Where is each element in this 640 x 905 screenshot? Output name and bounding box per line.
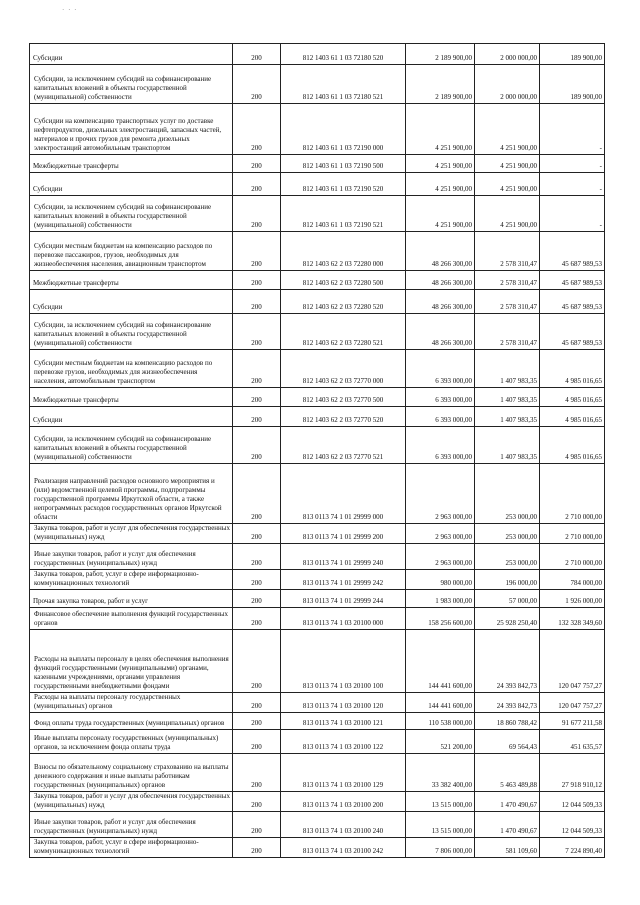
table-row (30, 608, 605, 630)
row-unexecuted-amount-cell: 4 985 016,65 (540, 388, 605, 407)
row-line-code-cell: 200 (233, 693, 281, 713)
row-line-code-cell: 200 (233, 630, 281, 693)
row-executed-amount-cell: 4 251 900,00 (475, 196, 540, 232)
row-name-cell: Межбюджетные трансферты (30, 155, 233, 173)
table-body (30, 44, 605, 858)
table-row (30, 173, 605, 196)
row-executed-amount-cell: 1 407 983,35 (475, 407, 540, 427)
table-row (30, 290, 605, 314)
row-executed-amount-cell: 253 000,00 (475, 544, 540, 570)
row-line-code-cell: 200 (233, 196, 281, 232)
row-classification-code-cell: 812 1403 62 2 03 72280 521 (281, 314, 406, 350)
table-row (30, 350, 605, 388)
row-line-code-cell: 200 (233, 314, 281, 350)
row-line-code-cell: 200 (233, 44, 281, 65)
table-row (30, 388, 605, 407)
row-approved-amount-cell: 4 251 900,00 (406, 104, 475, 155)
row-executed-amount-cell: 253 000,00 (475, 464, 540, 524)
row-executed-amount-cell: 1 407 983,35 (475, 427, 540, 464)
row-executed-amount-cell: 1 470 490,67 (475, 812, 540, 838)
row-executed-amount-cell: 2 578 310,47 (475, 290, 540, 314)
row-executed-amount-cell: 4 251 900,00 (475, 173, 540, 196)
row-line-code-cell: 200 (233, 65, 281, 104)
row-approved-amount-cell: 33 382 400,00 (406, 754, 475, 792)
row-approved-amount-cell: 980 000,00 (406, 570, 475, 590)
row-unexecuted-amount-cell: 91 677 211,58 (540, 713, 605, 730)
row-line-code-cell: 200 (233, 104, 281, 155)
row-name-cell: Прочая закупка товаров, работ и услуг (30, 590, 233, 608)
row-name-cell: Расходы на выплаты персоналу государственных (муниципальных) органов (30, 693, 233, 713)
row-name-cell: Финансовое обеспечение выполнения функций государственных органов (30, 608, 233, 630)
row-line-code-cell: 200 (233, 271, 281, 290)
table-row (30, 464, 605, 524)
row-name-cell: Иные закупки товаров, работ и услуг для обеспечения государственных (муниципальных) нужд (30, 544, 233, 570)
row-line-code-cell: 200 (233, 713, 281, 730)
row-name-cell: Иные выплаты персоналу государственных (муниципальных) органов, за исключением фонда оплаты труда (30, 730, 233, 754)
row-unexecuted-amount-cell: 4 985 016,65 (540, 350, 605, 388)
row-unexecuted-amount-cell: - (540, 173, 605, 196)
row-classification-code-cell: 813 0113 74 1 03 20100 240 (281, 812, 406, 838)
row-executed-amount-cell: 2 578 310,47 (475, 314, 540, 350)
row-executed-amount-cell: 253 000,00 (475, 524, 540, 544)
table-row (30, 812, 605, 838)
row-unexecuted-amount-cell: 120 047 757,27 (540, 693, 605, 713)
row-classification-code-cell: 813 0113 74 1 01 29999 000 (281, 464, 406, 524)
row-name-cell: Расходы на выплаты персоналу в целях обеспечения выполнения функций государственными (муниципальными) органами, казенными учреждениями, органами управления государственными внебюджетными фондами (30, 630, 233, 693)
table-row (30, 314, 605, 350)
row-approved-amount-cell: 13 515 000,00 (406, 792, 475, 812)
row-executed-amount-cell: 5 463 489,88 (475, 754, 540, 792)
row-unexecuted-amount-cell: 1 926 000,00 (540, 590, 605, 608)
row-unexecuted-amount-cell: 189 900,00 (540, 44, 605, 65)
row-classification-code-cell: 813 0113 74 1 01 29999 242 (281, 570, 406, 590)
row-executed-amount-cell: 24 393 842,73 (475, 693, 540, 713)
row-unexecuted-amount-cell: - (540, 196, 605, 232)
row-approved-amount-cell: 4 251 900,00 (406, 155, 475, 173)
table-row (30, 427, 605, 464)
row-approved-amount-cell: 158 256 600,00 (406, 608, 475, 630)
row-name-cell: Субсидии на компенсацию транспортных услуг по доставке нефтепродуктов, дизельных электростанций, запасных частей, материалов и прочих грузов для ремонта дизельных электростанций автомобильным транспортом (30, 104, 233, 155)
row-classification-code-cell: 813 0113 74 1 03 20100 200 (281, 792, 406, 812)
row-approved-amount-cell: 4 251 900,00 (406, 173, 475, 196)
row-classification-code-cell: 812 1403 62 2 03 72280 000 (281, 232, 406, 271)
row-executed-amount-cell: 196 000,00 (475, 570, 540, 590)
row-line-code-cell: 200 (233, 173, 281, 196)
row-approved-amount-cell: 6 393 000,00 (406, 427, 475, 464)
row-unexecuted-amount-cell: 4 985 016,65 (540, 427, 605, 464)
row-name-cell: Субсидии (30, 407, 233, 427)
row-unexecuted-amount-cell: 451 635,57 (540, 730, 605, 754)
row-line-code-cell: 200 (233, 570, 281, 590)
table-row (30, 104, 605, 155)
table-row (30, 44, 605, 65)
table-row (30, 155, 605, 173)
row-unexecuted-amount-cell: 2 710 000,00 (540, 544, 605, 570)
row-approved-amount-cell: 6 393 000,00 (406, 388, 475, 407)
row-approved-amount-cell: 144 441 600,00 (406, 630, 475, 693)
table-row (30, 838, 605, 858)
row-line-code-cell: 200 (233, 350, 281, 388)
row-line-code-cell: 200 (233, 792, 281, 812)
row-approved-amount-cell: 48 266 300,00 (406, 290, 475, 314)
row-executed-amount-cell: 2 000 000,00 (475, 65, 540, 104)
row-classification-code-cell: 813 0113 74 1 03 20100 100 (281, 630, 406, 693)
row-name-cell: Субсидии, за исключением субсидий на софинансирование капитальных вложений в объекты государственной (муниципальной) собственности (30, 65, 233, 104)
row-name-cell: Закупка товаров, работ и услуг для обеспечения государственных (муниципальных) нужд (30, 792, 233, 812)
row-classification-code-cell: 813 0113 74 1 01 29999 244 (281, 590, 406, 608)
row-unexecuted-amount-cell: 27 918 910,12 (540, 754, 605, 792)
row-unexecuted-amount-cell: 120 047 757,27 (540, 630, 605, 693)
row-approved-amount-cell: 6 393 000,00 (406, 350, 475, 388)
row-approved-amount-cell: 4 251 900,00 (406, 196, 475, 232)
row-unexecuted-amount-cell: 4 985 016,65 (540, 407, 605, 427)
row-approved-amount-cell: 6 393 000,00 (406, 407, 475, 427)
row-unexecuted-amount-cell: 12 044 509,33 (540, 812, 605, 838)
row-line-code-cell: 200 (233, 544, 281, 570)
table-row (30, 630, 605, 693)
row-line-code-cell: 200 (233, 232, 281, 271)
table-row (30, 792, 605, 812)
row-unexecuted-amount-cell: - (540, 104, 605, 155)
row-classification-code-cell: 812 1403 62 2 03 72770 500 (281, 388, 406, 407)
row-approved-amount-cell: 2 963 000,00 (406, 464, 475, 524)
row-line-code-cell: 200 (233, 427, 281, 464)
row-name-cell: Субсидии местным бюджетам на компенсацию расходов по перевозке пассажиров, грузов, необходимых для жизнеобеспечения населения, авиационным транспортом (30, 232, 233, 271)
table-row (30, 196, 605, 232)
row-classification-code-cell: 813 0113 74 1 03 20100 129 (281, 754, 406, 792)
row-line-code-cell: 200 (233, 155, 281, 173)
row-executed-amount-cell: 2 000 000,00 (475, 44, 540, 65)
row-unexecuted-amount-cell: - (540, 155, 605, 173)
row-approved-amount-cell: 48 266 300,00 (406, 271, 475, 290)
row-line-code-cell: 200 (233, 407, 281, 427)
table-row (30, 524, 605, 544)
row-classification-code-cell: 813 0113 74 1 03 20100 121 (281, 713, 406, 730)
row-executed-amount-cell: 24 393 842,73 (475, 630, 540, 693)
row-approved-amount-cell: 1 983 000,00 (406, 590, 475, 608)
row-name-cell: Межбюджетные трансферты (30, 388, 233, 407)
row-name-cell: Субсидии (30, 173, 233, 196)
row-classification-code-cell: 812 1403 61 1 03 72190 521 (281, 196, 406, 232)
row-unexecuted-amount-cell: 2 710 000,00 (540, 524, 605, 544)
row-executed-amount-cell: 4 251 900,00 (475, 155, 540, 173)
row-classification-code-cell: 813 0113 74 1 01 29999 240 (281, 544, 406, 570)
row-name-cell: Субсидии, за исключением субсидий на софинансирование капитальных вложений в объекты государственной (муниципальной) собственности (30, 427, 233, 464)
row-line-code-cell: 200 (233, 290, 281, 314)
row-approved-amount-cell: 2 963 000,00 (406, 524, 475, 544)
row-classification-code-cell: 813 0113 74 1 03 20100 242 (281, 838, 406, 858)
row-line-code-cell: 200 (233, 524, 281, 544)
row-name-cell: Субсидии (30, 44, 233, 65)
row-classification-code-cell: 812 1403 61 1 03 72180 521 (281, 65, 406, 104)
row-executed-amount-cell: 18 860 788,42 (475, 713, 540, 730)
row-line-code-cell: 200 (233, 812, 281, 838)
row-approved-amount-cell: 48 266 300,00 (406, 232, 475, 271)
row-line-code-cell: 200 (233, 838, 281, 858)
row-executed-amount-cell: 1 407 983,35 (475, 388, 540, 407)
row-unexecuted-amount-cell: 2 710 000,00 (540, 464, 605, 524)
row-line-code-cell: 200 (233, 608, 281, 630)
row-name-cell: Закупка товаров, работ, услуг в сфере информационно-коммуникационных технологий (30, 570, 233, 590)
row-line-code-cell: 200 (233, 730, 281, 754)
table-row (30, 730, 605, 754)
row-approved-amount-cell: 2 189 900,00 (406, 65, 475, 104)
row-unexecuted-amount-cell: 7 224 890,40 (540, 838, 605, 858)
row-classification-code-cell: 812 1403 62 2 03 72280 500 (281, 271, 406, 290)
row-classification-code-cell: 812 1403 62 2 03 72770 000 (281, 350, 406, 388)
row-name-cell: Субсидии, за исключением субсидий на софинансирование капитальных вложений в объекты государственной (муниципальной) собственности (30, 314, 233, 350)
table-row (30, 570, 605, 590)
row-unexecuted-amount-cell: 784 000,00 (540, 570, 605, 590)
row-approved-amount-cell: 13 515 000,00 (406, 812, 475, 838)
row-classification-code-cell: 812 1403 61 1 03 72190 000 (281, 104, 406, 155)
row-name-cell: Иные закупки товаров, работ и услуг для обеспечения государственных (муниципальных) нужд (30, 812, 233, 838)
row-executed-amount-cell: 2 578 310,47 (475, 271, 540, 290)
row-name-cell: Закупка товаров, работ и услуг для обеспечения государственных (муниципальных) нужд (30, 524, 233, 544)
table-row (30, 713, 605, 730)
row-name-cell: Субсидии местным бюджетам на компенсацию расходов по перевозке грузов, необходимых для жизнеобеспечения населения, автомобильным транспортом (30, 350, 233, 388)
row-classification-code-cell: 813 0113 74 1 01 29999 200 (281, 524, 406, 544)
row-executed-amount-cell: 57 000,00 (475, 590, 540, 608)
row-unexecuted-amount-cell: 45 687 989,53 (540, 271, 605, 290)
row-unexecuted-amount-cell: 45 687 989,53 (540, 290, 605, 314)
row-classification-code-cell: 813 0113 74 1 03 20100 120 (281, 693, 406, 713)
row-classification-code-cell: 812 1403 62 2 03 72280 520 (281, 290, 406, 314)
row-approved-amount-cell: 144 441 600,00 (406, 693, 475, 713)
row-classification-code-cell: 812 1403 61 1 03 72190 500 (281, 155, 406, 173)
row-executed-amount-cell: 4 251 900,00 (475, 104, 540, 155)
row-approved-amount-cell: 2 963 000,00 (406, 544, 475, 570)
row-unexecuted-amount-cell: 12 044 509,33 (540, 792, 605, 812)
table-row (30, 590, 605, 608)
row-name-cell: Закупка товаров, работ, услуг в сфере информационно-коммуникационных технологий (30, 838, 233, 858)
table-row (30, 65, 605, 104)
row-unexecuted-amount-cell: 45 687 989,53 (540, 232, 605, 271)
row-approved-amount-cell: 110 538 000,00 (406, 713, 475, 730)
row-classification-code-cell: 812 1403 61 1 03 72180 520 (281, 44, 406, 65)
row-classification-code-cell: 812 1403 62 2 03 72770 521 (281, 427, 406, 464)
row-approved-amount-cell: 521 200,00 (406, 730, 475, 754)
row-name-cell: Фонд оплаты труда государственных (муниципальных) органов (30, 713, 233, 730)
table-row (30, 407, 605, 427)
row-name-cell: Межбюджетные трансферты (30, 271, 233, 290)
row-executed-amount-cell: 25 928 250,40 (475, 608, 540, 630)
row-executed-amount-cell: 581 109,60 (475, 838, 540, 858)
row-name-cell: Субсидии, за исключением субсидий на софинансирование капитальных вложений в объекты государственной (муниципальной) собственности (30, 196, 233, 232)
row-classification-code-cell: 812 1403 62 2 03 72770 520 (281, 407, 406, 427)
budget-execution-table (29, 43, 605, 858)
row-line-code-cell: 200 (233, 754, 281, 792)
row-executed-amount-cell: 1 407 983,35 (475, 350, 540, 388)
row-unexecuted-amount-cell: 189 900,00 (540, 65, 605, 104)
table-row (30, 232, 605, 271)
row-executed-amount-cell: 69 564,43 (475, 730, 540, 754)
row-approved-amount-cell: 7 806 000,00 (406, 838, 475, 858)
row-executed-amount-cell: 1 470 490,67 (475, 792, 540, 812)
row-name-cell: Субсидии (30, 290, 233, 314)
row-classification-code-cell: 812 1403 61 1 03 72190 520 (281, 173, 406, 196)
row-line-code-cell: 200 (233, 464, 281, 524)
row-executed-amount-cell: 2 578 310,47 (475, 232, 540, 271)
row-unexecuted-amount-cell: 45 687 989,53 (540, 314, 605, 350)
row-line-code-cell: 200 (233, 388, 281, 407)
row-classification-code-cell: 813 0113 74 1 03 20100 122 (281, 730, 406, 754)
table-row (30, 544, 605, 570)
row-classification-code-cell: 813 0113 74 1 03 20100 000 (281, 608, 406, 630)
page-top-mark: · · · (62, 6, 78, 14)
table-row (30, 271, 605, 290)
row-name-cell: Реализация направлений расходов основного мероприятия и (или) ведомственной целевой программы, подпрограммы государственной программы Иркутской области, а также непрограммных расходов государственных органов Иркутской области (30, 464, 233, 524)
row-name-cell: Взносы по обязательному социальному страхованию на выплаты денежного содержания и иные выплаты работникам государственных (муниципальных) органов (30, 754, 233, 792)
row-unexecuted-amount-cell: 132 328 349,60 (540, 608, 605, 630)
row-approved-amount-cell: 48 266 300,00 (406, 314, 475, 350)
row-approved-amount-cell: 2 189 900,00 (406, 44, 475, 65)
table-row (30, 754, 605, 792)
table-row (30, 693, 605, 713)
row-line-code-cell: 200 (233, 590, 281, 608)
